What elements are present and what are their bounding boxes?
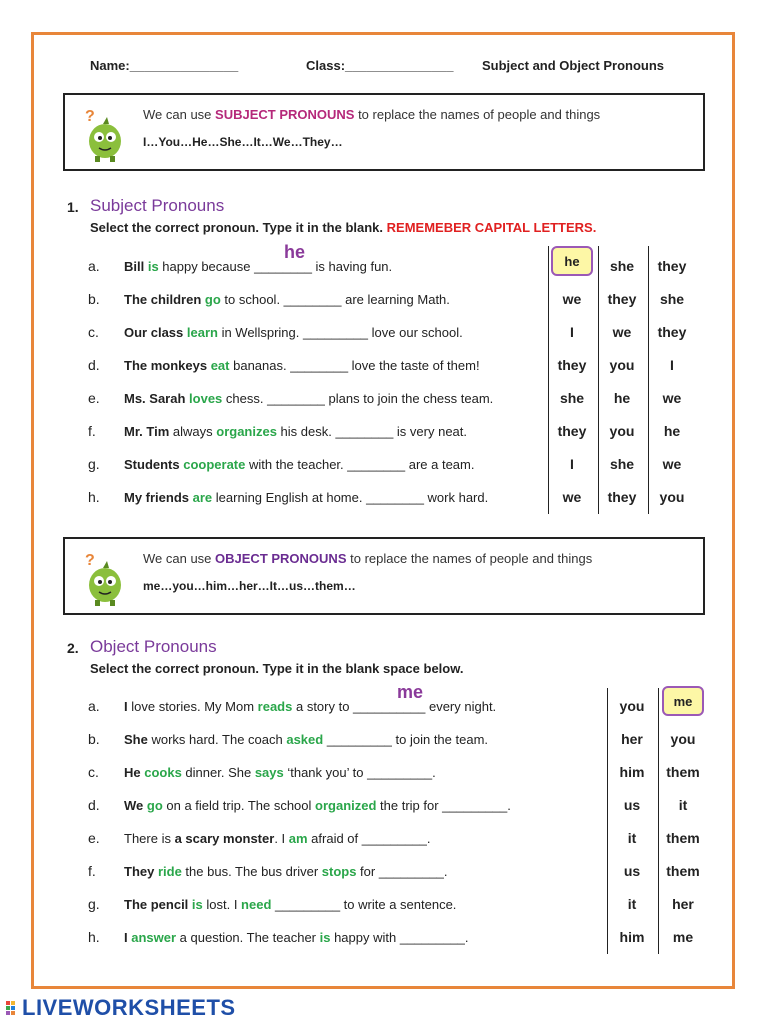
pronoun-option[interactable]: me xyxy=(672,929,694,945)
pronoun-option[interactable]: her xyxy=(672,896,694,912)
option-divider xyxy=(548,246,549,514)
question-letter: e. xyxy=(88,390,100,406)
pronoun-option[interactable]: I xyxy=(570,456,574,472)
question-letter: g. xyxy=(88,456,100,472)
pronoun-option[interactable]: we xyxy=(662,456,682,472)
pronoun-option[interactable]: her xyxy=(621,731,643,747)
question-letter: g. xyxy=(88,896,100,912)
pronoun-option[interactable]: she xyxy=(609,258,635,274)
pronoun-option[interactable]: he xyxy=(613,390,631,406)
pronoun-option[interactable]: you xyxy=(609,357,635,373)
pronoun-option[interactable]: they xyxy=(657,324,687,340)
question-letter: a. xyxy=(88,258,100,274)
section-instruction: Select the correct pronoun. Type it in the blank space below. xyxy=(90,661,464,676)
pronoun-option[interactable]: they xyxy=(607,489,637,505)
mascot-icon xyxy=(81,551,125,607)
worksheet-title: Subject and Object Pronouns xyxy=(482,58,665,73)
section-title: Subject Pronouns xyxy=(90,196,225,215)
name-field-label: Name:_______________ xyxy=(90,58,239,73)
pronoun-option[interactable]: we xyxy=(562,291,582,307)
pronoun-option[interactable]: we xyxy=(662,390,682,406)
pronoun-option[interactable]: me xyxy=(673,694,693,709)
pronoun-option[interactable]: it xyxy=(627,896,637,912)
pronoun-option[interactable]: you xyxy=(619,698,645,714)
question-text: Bill is happy because ________ is having fun. xyxy=(124,259,393,274)
question-text: The children go to school. ________ are learning Math. xyxy=(124,292,450,307)
liveworksheets-logo-text: LIVEWORKSHEETS xyxy=(22,995,236,1020)
pronoun-option[interactable]: he xyxy=(564,254,580,269)
subject-pronouns-tip-box xyxy=(63,93,705,171)
question-text: I love stories. My Mom reads a story to __________ every night. xyxy=(124,699,497,714)
svg-text:?: ? xyxy=(85,552,95,569)
question-text: She works hard. The coach asked _________ to join the team. xyxy=(124,732,489,747)
pronoun-option[interactable]: I xyxy=(570,324,574,340)
pronoun-option[interactable]: she xyxy=(559,390,585,406)
question-text: I answer a question. The teacher is happy with _________. xyxy=(124,930,469,945)
pronoun-option[interactable]: they xyxy=(557,423,587,439)
pronoun-option[interactable]: you xyxy=(609,423,635,439)
question-text: He cooks dinner. She says ‘thank you’ to _________. xyxy=(124,765,436,780)
svg-text:?: ? xyxy=(85,108,95,125)
pronoun-option[interactable]: them xyxy=(666,764,700,780)
option-divider xyxy=(607,688,608,954)
question-letter: b. xyxy=(88,731,100,747)
question-text: There is a scary monster. I am afraid of _________. xyxy=(124,831,431,846)
question-letter: h. xyxy=(88,929,100,945)
pronoun-option[interactable]: him xyxy=(619,929,645,945)
question-text: The pencil is lost. I need _________ to write a sentence. xyxy=(124,897,457,912)
pronoun-option[interactable]: it xyxy=(678,797,688,813)
object-pronouns-tip-box xyxy=(63,537,705,615)
pronoun-option[interactable]: she xyxy=(659,291,685,307)
question-text: They ride the bus. The bus driver stops for _________. xyxy=(124,864,448,879)
pronoun-option[interactable]: they xyxy=(607,291,637,307)
pronoun-option[interactable]: you xyxy=(670,731,696,747)
pronoun-option[interactable]: he xyxy=(663,423,681,439)
question-text: Our class learn in Wellspring. _________ love our school. xyxy=(124,325,463,340)
mascot-icon xyxy=(81,107,125,163)
question-letter: f. xyxy=(88,863,96,879)
question-letter: d. xyxy=(88,797,100,813)
question-text: Ms. Sarah loves chess. ________ plans to join the chess team. xyxy=(124,391,494,406)
question-letter: h. xyxy=(88,489,100,505)
pronoun-option[interactable]: us xyxy=(623,797,641,813)
pronoun-list: me…you…him…her…It…us…them… xyxy=(143,579,356,593)
pronoun-option[interactable]: we xyxy=(562,489,582,505)
tip-text: We can use SUBJECT PRONOUNS to replace the names of people and things xyxy=(143,107,601,122)
tip-text: We can use OBJECT PRONOUNS to replace the names of people and things xyxy=(143,551,593,566)
pronoun-option[interactable]: I xyxy=(670,357,674,373)
question-text: Mr. Tim always organizes his desk. ________ is very neat. xyxy=(124,424,467,439)
option-divider xyxy=(658,688,659,954)
question-text: We go on a field trip. The school organized the trip for _________. xyxy=(124,798,511,813)
section-number: 2. xyxy=(67,640,79,656)
pronoun-option[interactable]: them xyxy=(666,830,700,846)
answer-text: he xyxy=(284,242,306,262)
pronoun-option[interactable]: they xyxy=(557,357,587,373)
section-title: Object Pronouns xyxy=(90,637,217,656)
pronoun-list: I…You…He…She…It…We…They… xyxy=(143,135,343,149)
option-divider xyxy=(648,246,649,514)
question-text: My friends are learning English at home. ________ work hard. xyxy=(124,490,489,505)
pronoun-option[interactable]: us xyxy=(623,863,641,879)
pronoun-option[interactable]: you xyxy=(659,489,685,505)
pronoun-option[interactable]: we xyxy=(612,324,632,340)
question-letter: b. xyxy=(88,291,100,307)
pronoun-option[interactable]: she xyxy=(609,456,635,472)
class-field-label: Class:_______________ xyxy=(306,58,454,73)
pronoun-option[interactable]: him xyxy=(619,764,645,780)
question-letter: c. xyxy=(88,764,99,780)
option-divider xyxy=(598,246,599,514)
answer-text: me xyxy=(397,682,424,702)
pronoun-option[interactable]: they xyxy=(657,258,687,274)
question-text: The monkeys eat bananas. ________ love the taste of them! xyxy=(124,358,480,373)
question-letter: f. xyxy=(88,423,96,439)
question-letter: e. xyxy=(88,830,100,846)
section-instruction: Select the correct pronoun. Type it in the blank. REMEMEBER CAPITAL LETTERS. xyxy=(90,220,597,235)
question-text: Students cooperate with the teacher. ________ are a team. xyxy=(124,457,475,472)
question-letter: c. xyxy=(88,324,99,340)
liveworksheets-logo-icon xyxy=(6,995,20,1021)
question-letter: a. xyxy=(88,698,100,714)
pronoun-option[interactable]: them xyxy=(666,863,700,879)
question-letter: d. xyxy=(88,357,100,373)
section-number: 1. xyxy=(67,199,79,215)
pronoun-option[interactable]: it xyxy=(627,830,637,846)
